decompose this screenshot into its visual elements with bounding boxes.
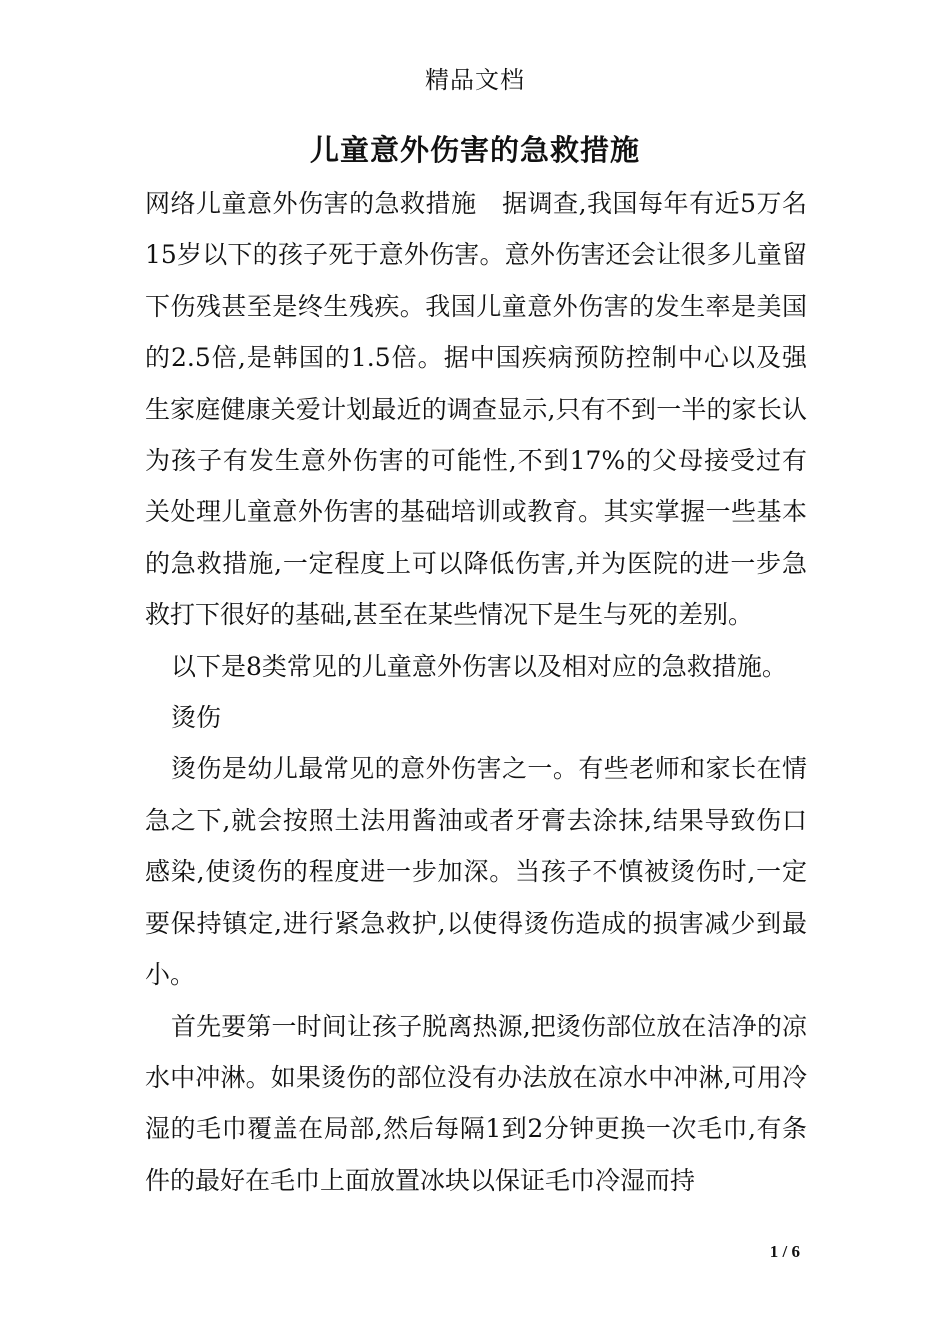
document-title: 儿童意外伤害的急救措施	[309, 133, 640, 167]
paragraph-burns-overview: 烫伤是幼儿最常见的意外伤害之一。有些老师和家长在情急之下,就会按照土法用酱油或者牙膏去涂抹,结果导致伤口感染,使烫伤的程度进一步加深。当孩子不慎被烫伤时,一定要保持镇定,进行紧急救护,以使得烫伤造成的损害减少到最小。	[145, 754, 807, 990]
paragraph-list-intro: 以下是8类常见的儿童意外伤害以及相对应的急救措施。	[171, 651, 787, 681]
paragraph-intro: 网络儿童意外伤害的急救措施 据调查,我国每年有近5万名15岁以下的孩子死于意外伤害。意外伤害还会让很多儿童留下伤残甚至是终生残疾。我国儿童意外伤害的发生率是美国的2.5倍,是韩国的1.5倍。据中国疾病预防控制中心以及强生家庭健康关爱计划最近的调查显示,只有不到一半的家长认为孩子有发生意外伤害的可能性,不到17%的父母接受过有关处理儿童意外伤害的基础培训或教育。其实掌握一些基本的急救措施,一定程度上可以降低伤害,并为医院的进一步急救打下很好的基础,甚至在某些情况下是生与死的差别。	[145, 189, 807, 630]
section-heading-burns: 烫伤	[171, 703, 222, 733]
paragraph-burns-first-aid: 首先要第一时间让孩子脱离热源,把烫伤部位放在洁净的凉水中冲淋。如果烫伤的部位没有办法放在凉水中冲淋,可用冷湿的毛巾覆盖在局部,然后每隔1到2分钟更换一次毛巾,有条件的最好在毛巾上面放置冰块以保证毛巾冷湿而持	[145, 1011, 807, 1195]
page-header: 精品文档	[425, 66, 525, 94]
document-body	[145, 178, 807, 1206]
page-number: 1 / 6	[769, 1242, 800, 1261]
